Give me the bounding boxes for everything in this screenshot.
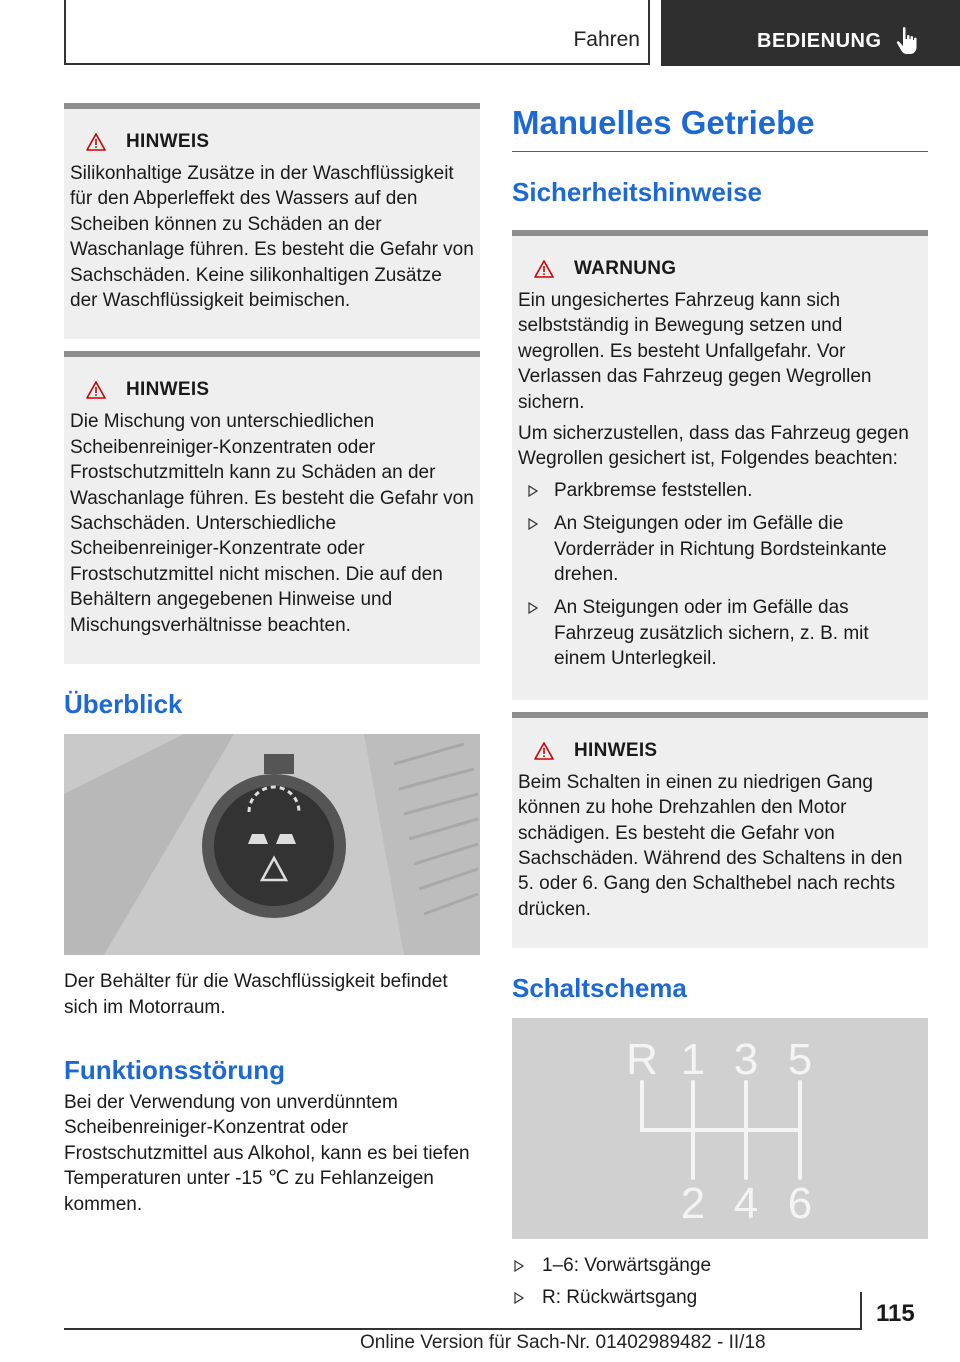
list-item: R: Rückwärtsgang <box>512 1285 928 1316</box>
note-gear-shift <box>512 712 928 948</box>
bullet-triangle-icon <box>528 485 538 497</box>
bullet-triangle-icon <box>514 1260 524 1272</box>
warning-triangle-icon <box>86 133 106 151</box>
list-item: 1–6: Vorwärtsgänge <box>512 1253 928 1284</box>
safety-heading: Sicherheitshinweise <box>512 177 762 207</box>
gear-label-4: 4 <box>733 1179 759 1229</box>
reservoir-cap-illustration <box>64 734 480 955</box>
list-item: An Steigungen oder im Gefälle das Fahrzeug zusätzlich sichern, z. B. mit einem Unterlegkeil. <box>518 595 922 679</box>
warning-triangle-icon <box>534 260 554 278</box>
washer-reservoir-photo <box>64 734 480 955</box>
warning-text: Um sicherzustellen, dass das Fahrzeug gegen Wegrollen gesichert ist, Folgendes beachten: <box>518 423 909 470</box>
note-silicone <box>64 103 480 339</box>
note-title: HINWEIS <box>126 131 210 152</box>
header-section-tab <box>661 0 960 66</box>
gear-legend <box>512 1253 928 1316</box>
bullet-triangle-icon <box>528 602 538 614</box>
warning-triangle-icon <box>86 381 106 399</box>
bullet-triangle-icon <box>528 518 538 530</box>
footer-text: Online Version für Sach-Nr. 01402989482 - II/18 <box>360 1332 766 1353</box>
malfunction-heading: Funktionsstörung <box>64 1054 285 1085</box>
list-item: An Steigungen oder im Gefälle die Vorderräder in Richtung Bordsteinkante drehen. <box>518 511 922 595</box>
gear-label-5: 5 <box>787 1035 813 1085</box>
overview-heading: Überblick <box>64 689 183 720</box>
overview-caption: Der Behälter für die Waschflüssigkeit befindet sich im Motorraum. <box>64 971 448 1018</box>
gear-label-2: 2 <box>680 1179 706 1229</box>
bullet-triangle-icon <box>514 1292 524 1304</box>
shift-pattern-figure <box>512 1018 928 1239</box>
header-rule-bottom <box>64 63 650 65</box>
note-title: HINWEIS <box>574 739 658 761</box>
left-column <box>64 103 480 1217</box>
note-text: Die Mischung von unterschiedlichen Scheibenreiniger-Konzentraten oder Frostschutzmitteln kann zu Schäden an der Waschanlage führen. Es besteht die Gefahr von Sachschäden. Unterschiedliche Scheibenreiniger-Konzentrate oder Frostschutzmittel nicht mischen. Die auf den Behältern angegebenen Hinweise und Mischungsverhältnisse beachten. <box>70 411 474 636</box>
warning-title: WARNUNG <box>574 258 677 279</box>
schema-heading: Schaltschema <box>512 973 687 1004</box>
warning-triangle-icon <box>534 742 554 760</box>
header-chapter: Fahren <box>573 28 640 51</box>
page-title: Manuelles Getriebe <box>512 103 928 152</box>
note-mixing <box>64 351 480 664</box>
right-column <box>512 103 928 1316</box>
note-text: Beim Schalten in einen zu niedrigen Gang können zu hohe Drehzahlen den Motor schädigen. Es besteht die Gefahr von Sachschäden. Während des Schaltens in den 5. oder 6. Gang den Schalthebel nach rechts drücken. <box>518 771 903 920</box>
warning-text: Ein ungesichertes Fahrzeug kann sich selbstständig in Bewegung setzen und wegrollen. Es besteht Unfallgefahr. Vor Verlassen das Fahrzeug gegen Wegrollen sichern. <box>518 290 872 413</box>
list-item: Parkbremse feststellen. <box>518 478 922 511</box>
malfunction-text: Bei der Verwendung von unverdünntem Scheibenreiniger-Konzentrat oder Frostschutzmittel aus Alkohol, kann es bei tiefen Temperaturen unter -15 ℃ zu Fehlanzeigen kommen. <box>64 1091 470 1215</box>
hand-pointer-icon <box>895 26 921 56</box>
gear-label-1: 1 <box>680 1035 706 1085</box>
footer-rule-vertical <box>860 1292 862 1330</box>
note-text: Silikonhaltige Zusätze in der Waschflüssigkeit für den Abperleffekt des Wassers auf den Scheiben können zu Schäden an der Waschanlage führen. Es besteht die Gefahr von Sachschäden. Keine silikonhaltigen Zusätze der Waschflüssigkeit beimischen. <box>70 163 474 312</box>
shift-pattern-diagram <box>512 1018 928 1239</box>
header-rule-left <box>64 0 66 64</box>
note-title: HINWEIS <box>126 379 210 401</box>
warning-box <box>512 230 928 700</box>
gear-label-6: 6 <box>787 1179 813 1229</box>
gear-label-3: 3 <box>733 1035 759 1085</box>
header-section-label: BEDIENUNG <box>757 30 882 52</box>
gear-label-r: R <box>626 1035 658 1085</box>
page-number: 115 <box>876 1300 915 1327</box>
header-rule-mid <box>648 0 650 64</box>
footer-rule <box>64 1328 860 1330</box>
